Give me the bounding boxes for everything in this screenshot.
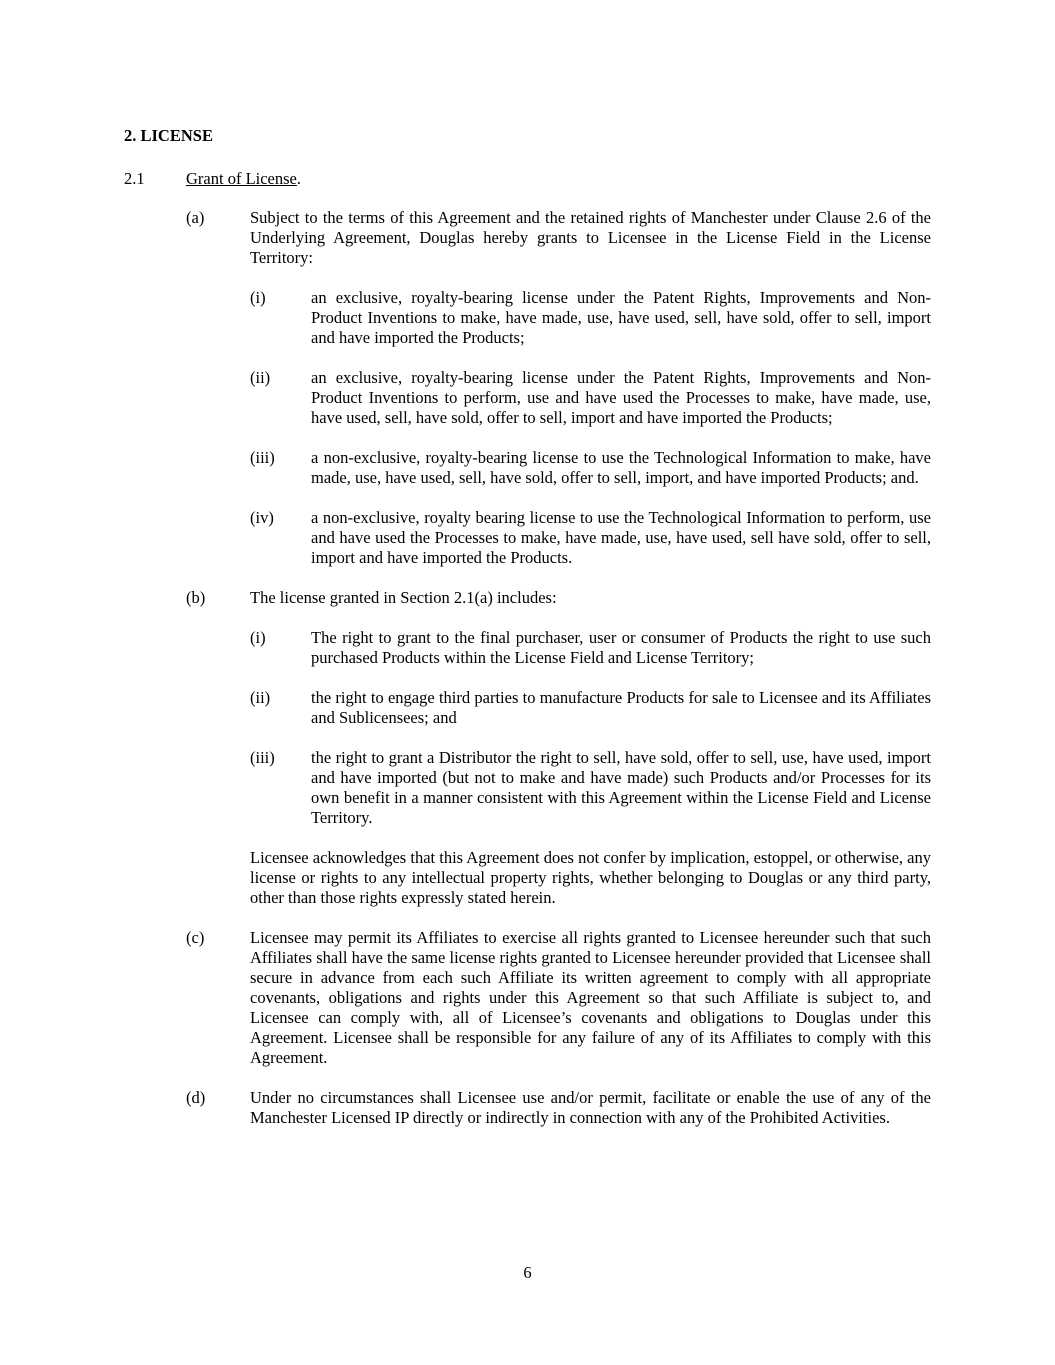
clause-b-ii	[250, 688, 931, 728]
clause-b-ii-text: the right to engage third parties to manufacture Products for sale to Licensee and its Affiliates and Sublicensees; and	[311, 688, 931, 727]
clause-d-label: (d)	[186, 1088, 206, 1107]
clause-b-trailing-paragraph: Licensee acknowledges that this Agreement does not confer by implication, estoppel, or otherwise, any license or rights to any intellectual property rights, whether belonging to Douglas or any third party, other than those rights expressly stated herein.	[250, 848, 931, 907]
section-2-1	[124, 169, 931, 189]
clause-a-iii-text: a non-exclusive, royalty-bearing license to use the Technological Information to make, have made, use, have used, sell, have sold, offer to sell, import, and have imported Products; and.	[311, 448, 931, 487]
page-number: 6	[523, 1263, 532, 1282]
clause-d	[186, 1088, 931, 1128]
clause-c-text: Licensee may permit its Affiliates to exercise all rights granted to Licensee hereunder such that such Affiliates shall have the same license rights granted to Licensee hereunder provided that Licensee shall secure in advance from each such Affiliate its written agreement to comply with all appropriate covenants, obligations and rights under this Agreement so that such Affiliate is subject to, and Licensee can comply with, all of Licensee’s covenants and obligations to Douglas under this Agreement. Licensee shall be responsible for any failure of any of its Affiliates to comply with this Agreement.	[250, 928, 931, 1067]
clause-c-label: (c)	[186, 928, 205, 947]
clause-b-ii-label: (ii)	[250, 688, 271, 707]
clause-a-iii	[250, 448, 931, 488]
clause-b-iii-text: the right to grant a Distributor the right to sell, have sold, offer to sell, use, have used, import and have imported (but not to make and have made) such Products and/or Processes for its own benefit in a manner consistent with this Agreement within the License Field and License Territory.	[311, 748, 931, 827]
clause-b-iii	[250, 748, 931, 828]
clause-b-i-text: The right to grant to the final purchaser, user or consumer of Products the right to use such purchased Products within the License Field and License Territory;	[311, 628, 931, 667]
clause-a-label: (a)	[186, 208, 205, 227]
clause-c	[186, 928, 931, 1068]
clause-a-iv	[250, 508, 931, 568]
clause-a-ii-label: (ii)	[250, 368, 271, 387]
section-title-suffix: .	[296, 169, 301, 188]
clause-a-i-text: an exclusive, royalty-bearing license under the Patent Rights, Improvements and Non-Product Inventions to make, have made, use, have used, sell, have sold, offer to sell, import and have imported the Products;	[311, 288, 931, 347]
clause-a-ii-text: an exclusive, royalty-bearing license under the Patent Rights, Improvements and Non-Product Inventions to perform, use and have used the Processes to make, have made, use, have used, sell, have sold, offer to sell, import and have imported the Products;	[311, 368, 931, 427]
clause-d-text: Under no circumstances shall Licensee use and/or permit, facilitate or enable the use of any of the Manchester Licensed IP directly or indirectly in connection with any of the Prohibited Activities.	[250, 1088, 931, 1127]
section-title	[186, 169, 301, 189]
section-number: 2.1	[124, 169, 145, 188]
document-content	[124, 126, 931, 1148]
clause-b-iii-label: (iii)	[250, 748, 275, 767]
clause-a-i	[250, 288, 931, 348]
clause-a-text: Subject to the terms of this Agreement and the retained rights of Manchester under Clause 2.6 of the Underlying Agreement, Douglas hereby grants to Licensee in the License Field in the License Territory:	[250, 208, 931, 267]
article-heading: 2. LICENSE	[124, 126, 213, 145]
clause-a-ii	[250, 368, 931, 428]
clause-b-i-label: (i)	[250, 628, 266, 647]
clause-b-text: The license granted in Section 2.1(a) includes:	[250, 588, 557, 607]
section-title-text: Grant of License	[186, 169, 297, 188]
clause-a-iii-label: (iii)	[250, 448, 275, 467]
clause-b-label: (b)	[186, 588, 206, 607]
clause-b	[186, 588, 931, 608]
clause-a-i-label: (i)	[250, 288, 266, 307]
clause-a-iv-label: (iv)	[250, 508, 274, 527]
clause-a	[186, 208, 931, 268]
clause-a-iv-text: a non-exclusive, royalty bearing license to use the Technological Information to perform, use and have used the Processes to make, have made, use, have used, sell have sold, offer to sell, import and have imported the Products.	[311, 508, 931, 567]
clause-b-i	[250, 628, 931, 668]
